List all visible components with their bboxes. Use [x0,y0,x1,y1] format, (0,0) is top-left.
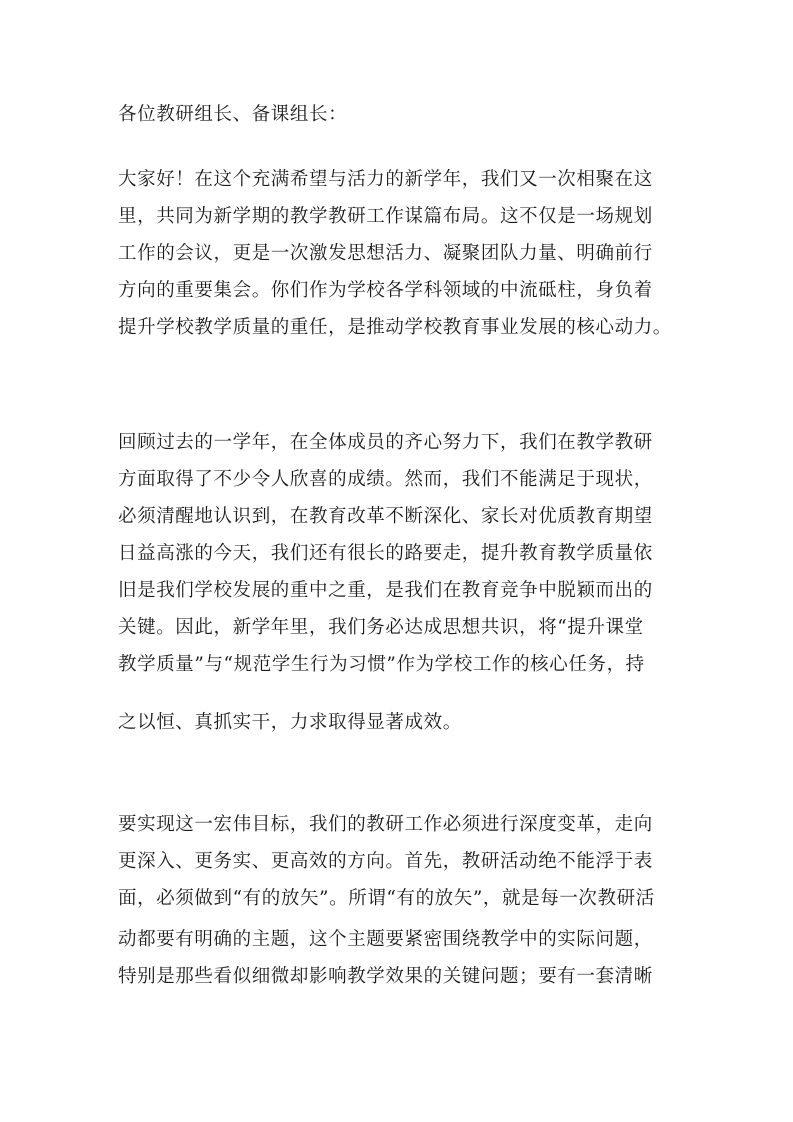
text-line: 特别是那些看似细微却影响教学效果的关键问题；要有一套清晰 [118,966,653,987]
text-line: 关键。因此，新学年里，我们务必达成思想共识，将“提升课堂 [118,617,644,638]
text-line: 提升学校教学质量的重任，是推动学校教育事业发展的核心动力。 [118,317,672,338]
text-line: 教学质量”与“规范学生行为习惯”作为学校工作的核心任务，持 [118,654,645,675]
text-line: 里，共同为新学期的教学教研工作谋篇布局。这不仅是一场规划 [118,206,653,227]
text-line: 日益高涨的今天，我们还有很长的路要走，提升教育教学质量依 [118,543,653,564]
text-line: 回顾过去的一学年，在全体成员的齐心努力下，我们在教学教研 [118,432,653,453]
text-line: 工作的会议，更是一次激发思想活力、凝聚团队力量、明确前行 [118,243,653,264]
text-line: 必须清醒地认识到，在教育改革不断深化、家长对优质教育期望 [118,506,653,527]
text-line: 面，必须做到“有的放矢”。所谓“有的放矢”，就是每一次教研活 [118,888,655,909]
salutation: 各位教研组长、备课组长： [118,104,348,125]
text-line: 动都要有明确的主题，这个主题要紧密围绕教学中的实际问题， [118,929,653,950]
text-line: 方向的重要集会。你们作为学校各学科领域的中流砥柱，身负着 [118,280,653,301]
text-line: 更深入、更务实、更高效的方向。首先，教研活动绝不能浮于表 [118,851,653,872]
text-line: 大家好！在这个充满希望与活力的新学年，我们又一次相聚在这 [118,169,653,190]
text-line: 旧是我们学校发展的重中之重，是我们在教育竞争中脱颖而出的 [118,580,653,601]
text-line: 方面取得了不少令人欣喜的成绩。然而，我们不能满足于现状， [118,469,653,490]
text-line: 要实现这一宏伟目标，我们的教研工作必须进行深度变革，走向 [118,814,653,835]
text-line: 之以恒、真抓实干，力求取得显著成效。 [118,712,462,733]
